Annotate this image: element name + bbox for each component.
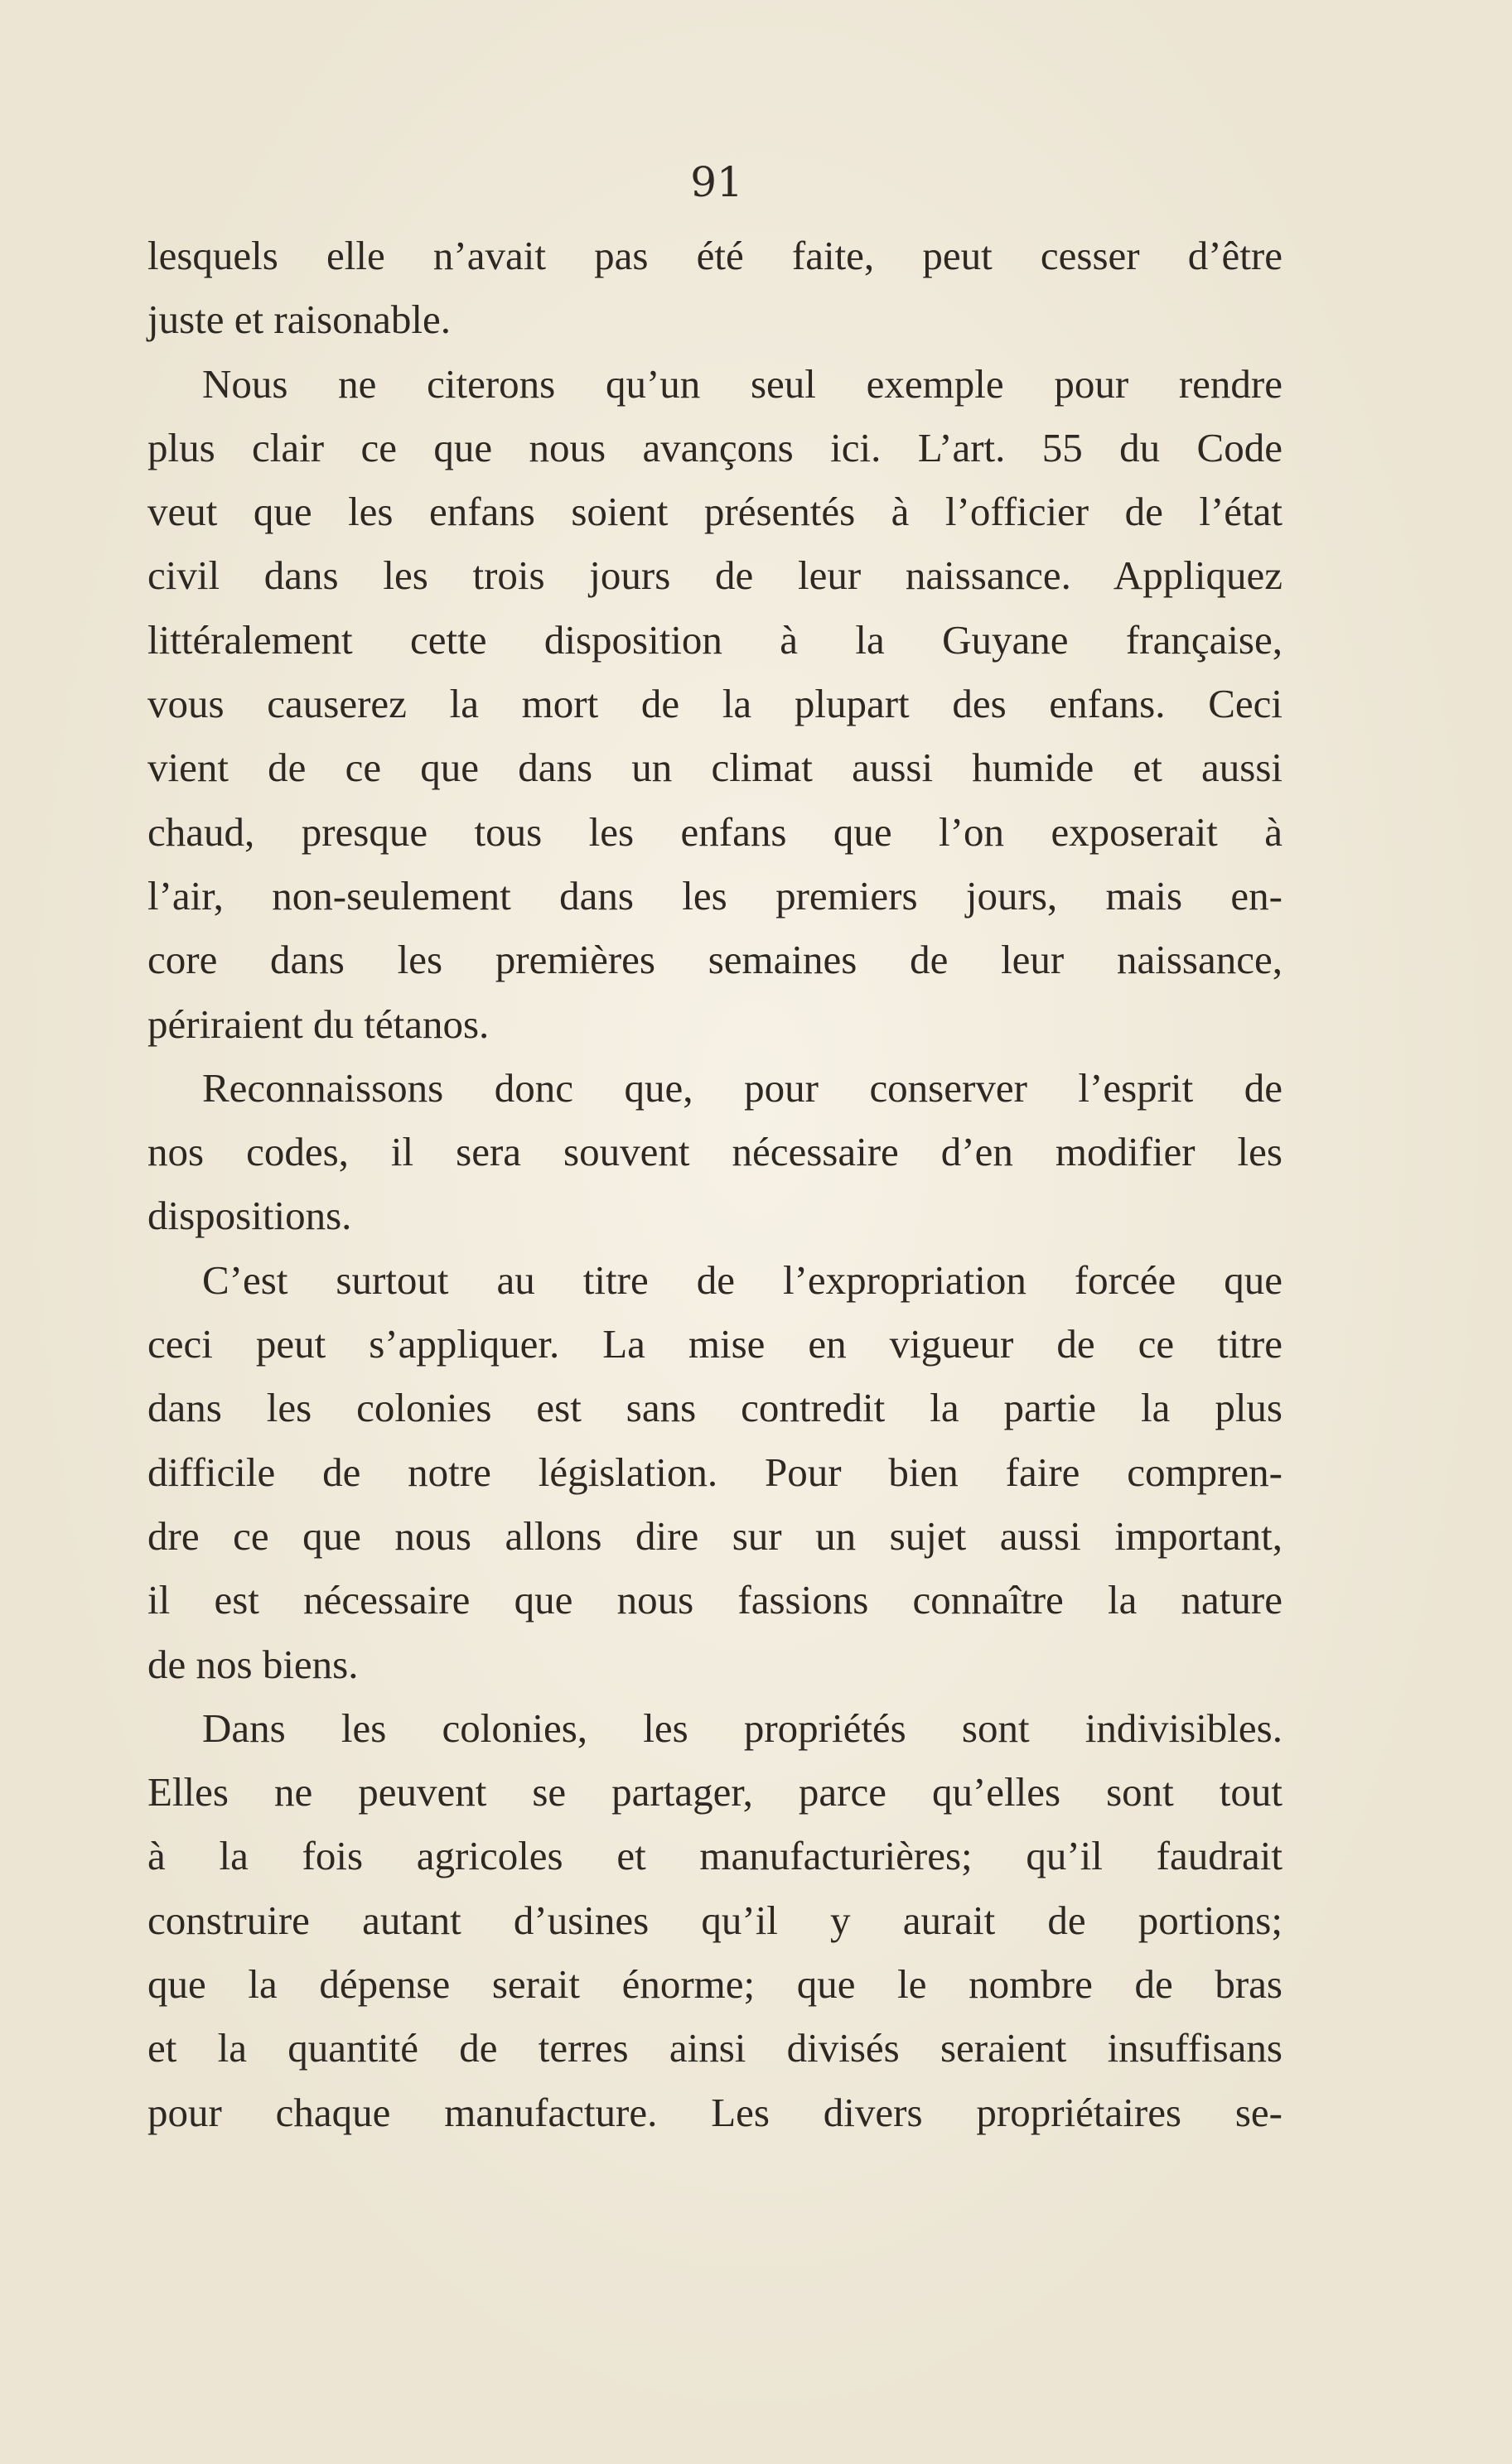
text-line: vous causerez la mort de la plupart des enfans. Ceci xyxy=(147,681,1283,727)
text-line: lesquels elle n’avait pas été faite, peut cesser d’être xyxy=(147,233,1283,278)
text-line: Reconnaissons donc que, pour conserver l’esprit de xyxy=(202,1064,1283,1111)
text-line: Dans les colonies, les propriétés sont indivisibles. xyxy=(202,1705,1283,1751)
text-line: difficile de notre législation. Pour bien faire compren- xyxy=(147,1449,1283,1495)
text-line: Nous ne citerons qu’un seul exemple pour rendre xyxy=(202,360,1283,407)
text-line: nos codes, il sera souvent nécessaire d’en modifier les xyxy=(147,1129,1283,1175)
text-line: dispositions. xyxy=(147,1193,352,1239)
text-line: juste et raisonable. xyxy=(147,297,452,343)
text-line: dre ce que nous allons dire sur un sujet aussi important, xyxy=(147,1512,1283,1559)
text-line: veut que les enfans soient présentés à l’officier de l’état xyxy=(147,489,1283,535)
text-line: il est nécessaire que nous fassions connaître la nature xyxy=(147,1577,1283,1623)
text-line: vient de ce que dans un climat aussi humide et aussi xyxy=(147,745,1283,791)
text-line: à la fois agricoles et manufacturières; qu’il faudrait xyxy=(147,1833,1283,1879)
text-line: chaud, presque tous les enfans que l’on exposerait à xyxy=(147,808,1283,855)
text-line: civil dans les trois jours de leur naissance. Appliquez xyxy=(147,552,1283,599)
text-line: l’air, non-seulement dans les premiers jours, mais en- xyxy=(147,872,1283,919)
text-line: que la dépense serait énorme; que le nombre de bras xyxy=(147,1961,1283,2008)
text-line: core dans les premières semaines de leur naissance, xyxy=(147,937,1283,983)
page-number: 91 xyxy=(690,158,743,206)
text-line: et la quantité de terres ainsi divisés seraient insuffisans xyxy=(147,2025,1283,2071)
text-line: pour chaque manufacture. Les divers propriétaires se- xyxy=(147,2089,1283,2135)
text-line: périraient du tétanos. xyxy=(147,1001,490,1047)
text-line: construire autant d’usines qu’il y aurait de portions; xyxy=(147,1897,1283,1943)
text-line: de nos biens. xyxy=(147,1641,359,1687)
text-line: Elles ne peuvent se partager, parce qu’elles sont tout xyxy=(147,1769,1283,1815)
text-line: C’est surtout au titre de l’expropriation forcée que xyxy=(202,1256,1283,1303)
text-line: ceci peut s’appliquer. La mise en vigueur de ce titre xyxy=(147,1321,1283,1367)
text-line: littéralement cette disposition à la Guyane française, xyxy=(147,616,1283,663)
text-line: dans les colonies est sans contredit la partie la plus xyxy=(147,1385,1283,1431)
body-text xyxy=(147,224,1283,2144)
text-line: plus clair ce que nous avançons ici. L’art. 55 du Code xyxy=(147,424,1283,470)
